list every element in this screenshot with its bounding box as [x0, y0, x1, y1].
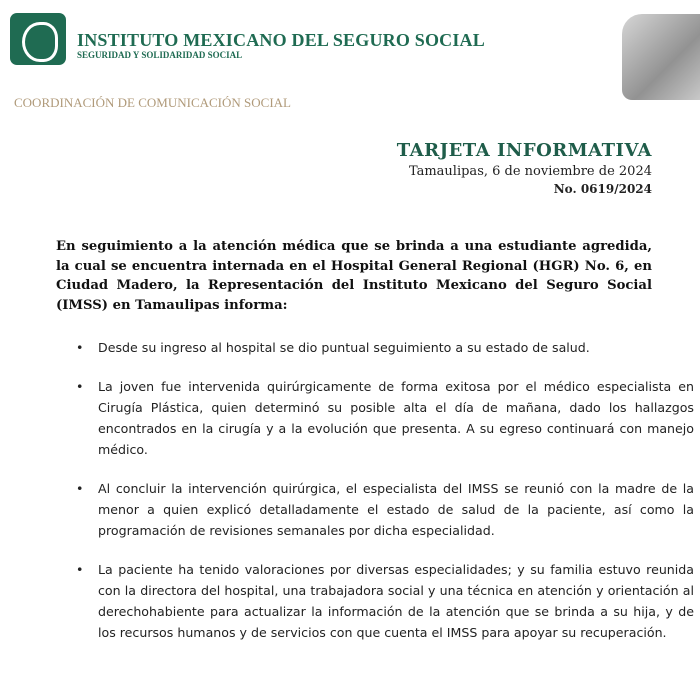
coordination-label: COORDINACIÓN DE COMUNICACIÓN SOCIAL [14, 95, 291, 110]
document-title: TARJETA INFORMATIVA [396, 140, 652, 161]
document-number: No. 0619/2024 [553, 182, 652, 196]
institution-name: INSTITUTO MEXICANO DEL SEGURO SOCIAL [77, 30, 485, 50]
list-item: • La paciente ha tenido valoraciones por diversas especialidades; y su familia estuvo reunida con la directora del hospital, una trabajadora social y una técnica en atención y orientación al derechohabiente para actualizar la información de la atención que se brinda a su hija, y de los recursos humanos y de servicios con que cuenta el IMSS para apoyar su recuperación. [98, 559, 694, 643]
list-item: • Al concluir la intervención quirúrgica, el especialista del IMSS se reunió con la madre de la menor a quien explicó detalladamente el estado de salud de la paciente, así como la programación de revisiones semanales por dicha especialidad. [98, 478, 694, 541]
list-item: • Desde su ingreso al hospital se dio puntual seguimiento a su estado de salud. [98, 337, 694, 358]
document-date: Tamaulipas, 6 de noviembre de 2024 [408, 164, 652, 179]
imss-logo [10, 13, 66, 65]
bullet-list [56, 337, 694, 661]
header-illustration [622, 14, 700, 100]
intro-paragraph: En seguimiento a la atención médica que se brinda a una estudiante agredida, la cual se encuentra internada en el Hospital General Regional (HGR) No. 6, en Ciudad Madero, la Representación del Instituto Mexicano del Seguro Social (IMSS) en Tamaulipas informa: [56, 239, 652, 313]
institution-tagline: SEGURIDAD Y SOLIDARIDAD SOCIAL [77, 50, 243, 60]
list-item: • La joven fue intervenida quirúrgicamente de forma exitosa por el médico especialista en Cirugía Plástica, quien determinó su posible alta el día de mañana, dado los hallazgos encontrados en la cirugía y a la evolución que presenta. A su egreso continuará con manejo médico. [98, 376, 694, 460]
